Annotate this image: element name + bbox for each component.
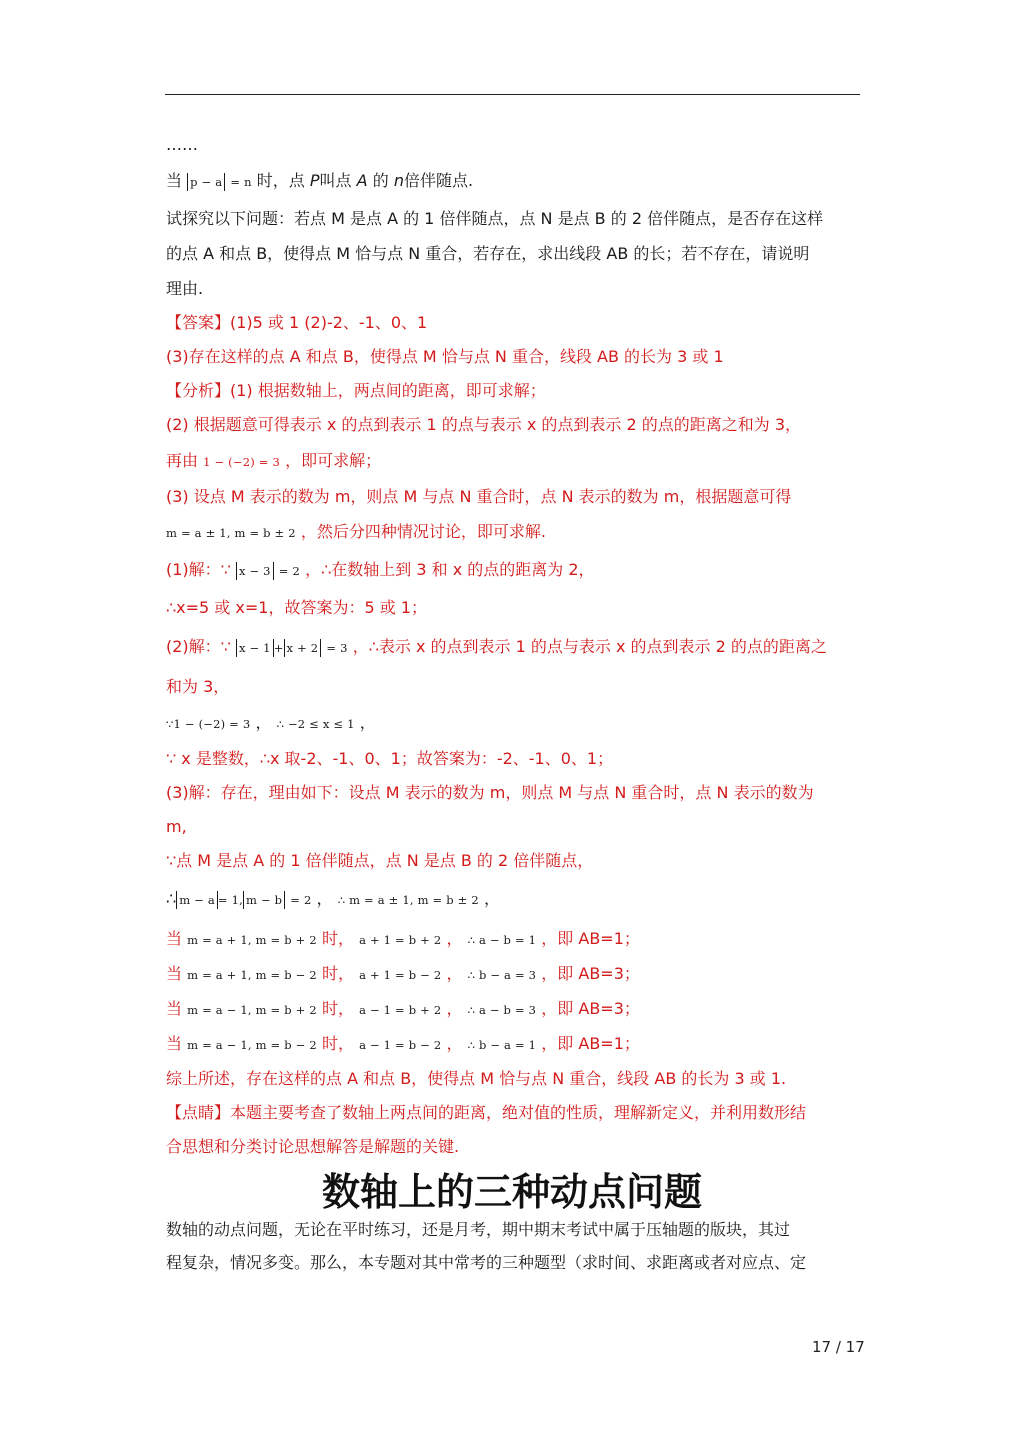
solution-2-cont: 和为 3， bbox=[166, 677, 230, 696]
math: a + 1 = b + 2 bbox=[359, 933, 442, 947]
text: ，然后分四种情况讨论，即可求解. bbox=[300, 522, 546, 541]
analysis-line-1: 【分析】(1) 根据数轴上，两点间的距离，即可求解； bbox=[166, 381, 546, 400]
answer-line-1: 【答案】(1)5 或 1 (2)-2、-1、0、1 bbox=[166, 313, 428, 332]
math: = n bbox=[230, 175, 252, 189]
var: n bbox=[393, 171, 404, 190]
abs-expression: p − a bbox=[187, 173, 225, 191]
math: ∴ a − b = 3 bbox=[467, 1003, 537, 1017]
text: 当 bbox=[166, 171, 183, 190]
math: + bbox=[273, 641, 284, 655]
text: 时， bbox=[321, 1034, 354, 1053]
math: ∴ −2 ≤ x ≤ 1 bbox=[276, 717, 355, 731]
math: = 3 bbox=[326, 641, 348, 655]
text: ， bbox=[446, 999, 463, 1018]
text: ，即 AB=1； bbox=[541, 1034, 640, 1053]
text: ，即可求解； bbox=[285, 451, 382, 470]
page-number: 17 / 17 bbox=[812, 1338, 865, 1356]
text: ，即 AB=3； bbox=[541, 999, 640, 1018]
ellipsis: …… bbox=[166, 135, 198, 154]
solution-2-range bbox=[166, 712, 860, 735]
question-line-2: 的点 A 和点 B，使得点 M 恰与点 N 重合，若存在，求出线段 AB 的长；若不存在，请说明 bbox=[166, 244, 810, 263]
solution-3-cont: m, bbox=[166, 817, 187, 836]
case-4 bbox=[166, 1033, 860, 1056]
text: ∴ bbox=[166, 889, 177, 908]
text: 当 bbox=[166, 929, 183, 948]
solution-3-premise: ∵点 M 是点 A 的 1 倍伴随点，点 N 是点 B 的 2 倍伴随点， bbox=[166, 851, 594, 870]
question-line-1: 试探究以下问题：若点 M 是点 A 的 1 倍伴随点，点 N 是点 B 的 2 倍伴随点，是否存在这样 bbox=[166, 209, 824, 228]
math: m = a − 1, m = b − 2 bbox=[187, 1038, 317, 1052]
definition-line bbox=[166, 170, 860, 193]
case-3 bbox=[166, 998, 860, 1021]
text: ， bbox=[359, 713, 376, 732]
abs-expression: x + 2 bbox=[284, 639, 322, 657]
text: (1)解：∵ bbox=[166, 560, 231, 579]
text: 当 bbox=[166, 964, 183, 983]
math: = 1, bbox=[217, 893, 243, 907]
solution-1 bbox=[166, 559, 860, 582]
question-line-3: 理由. bbox=[166, 279, 204, 298]
case-1 bbox=[166, 928, 860, 951]
text: 叫点 bbox=[319, 171, 352, 190]
text: ， bbox=[446, 964, 463, 983]
solution-2-result: ∵ x 是整数，∴x 取-2、-1、0、1；故答案为：-2、-1、0、1； bbox=[166, 749, 614, 768]
text: 时， bbox=[321, 929, 354, 948]
answer-line-2: (3)存在这样的点 A 和点 B，使得点 M 恰与点 N 重合，线段 AB 的长为 3 或 1 bbox=[166, 347, 724, 366]
math: = 2 bbox=[290, 893, 312, 907]
math: = 2 bbox=[278, 564, 301, 578]
analysis-line-3 bbox=[166, 450, 860, 473]
math: a + 1 = b − 2 bbox=[359, 968, 442, 982]
text: ， bbox=[446, 929, 463, 948]
summary: 综上所述，存在这样的点 A 和点 B，使得点 M 恰与点 N 重合，线段 AB 的长为 3 或 1. bbox=[166, 1069, 787, 1088]
math: m = a + 1, m = b + 2 bbox=[187, 933, 317, 947]
text: 时， bbox=[321, 964, 354, 983]
text: 当 bbox=[166, 1034, 183, 1053]
intro-line-2: 程复杂，情况多变。那么，本专题对其中常考的三种题型（求时间、求距离或者对应点、定 bbox=[166, 1253, 807, 1272]
text: (2)解：∵ bbox=[166, 637, 231, 656]
analysis-line-2: (2) 根据题意可得表示 x 的点到表示 1 的点与表示 x 的点到表示 2 的点的距离之和为 3， bbox=[166, 415, 802, 434]
intro-line-1: 数轴的动点问题，无论在平时练习，还是月考，期中期末考试中属于压轴题的版块，其过 bbox=[166, 1220, 791, 1239]
var: P bbox=[309, 171, 320, 190]
header-rule bbox=[165, 94, 860, 95]
text: ，∴在数轴上到 3 和 x 的点的距离为 2， bbox=[305, 560, 595, 579]
math: ∴ a − b = 1 bbox=[467, 933, 537, 947]
math: 1 − (−2) = 3 bbox=[203, 455, 280, 469]
section-title: 数轴上的三种动点问题 bbox=[321, 1170, 702, 1214]
solution-3-equations bbox=[166, 888, 860, 911]
solution-2 bbox=[166, 636, 860, 659]
text: ，∴表示 x 的点到表示 1 的点与表示 x 的点到表示 2 的点的距离之 bbox=[352, 637, 827, 656]
comment-line-2: 合思想和分类讨论思想解答是解题的关键. bbox=[166, 1137, 460, 1156]
solution-1-result: ∴x=5 或 x=1，故答案为：5 或 1； bbox=[166, 598, 427, 617]
solution-3: (3)解：存在，理由如下：设点 M 表示的数为 m，则点 M 与点 N 重合时，点 N 表示的数为 bbox=[166, 783, 814, 802]
math: ∴ m = a ± 1, m = b ± 2 bbox=[337, 893, 479, 907]
abs-expression: x − 3 bbox=[236, 562, 274, 580]
var: A bbox=[356, 171, 368, 190]
math: m = a ± 1, m = b ± 2 bbox=[166, 526, 296, 540]
math: ∴ b − a = 3 bbox=[467, 968, 537, 982]
math: ∴ b − a = 1 bbox=[467, 1038, 537, 1052]
case-2 bbox=[166, 963, 860, 986]
abs-expression: m − b bbox=[243, 891, 285, 909]
text: 时，点 bbox=[256, 171, 305, 190]
math: a − 1 = b + 2 bbox=[359, 1003, 442, 1017]
text: ， bbox=[255, 713, 272, 732]
text: 再由 bbox=[166, 451, 199, 470]
text: ，即 AB=3； bbox=[541, 964, 640, 983]
text: ， bbox=[483, 889, 500, 908]
text: 时， bbox=[321, 999, 354, 1018]
text: ， bbox=[316, 889, 333, 908]
math: a − 1 = b − 2 bbox=[359, 1038, 442, 1052]
math: ∵1 − (−2) = 3 bbox=[166, 717, 251, 731]
text: ， bbox=[446, 1034, 463, 1053]
math: m = a − 1, m = b + 2 bbox=[187, 1003, 317, 1017]
text: 倍伴随点. bbox=[403, 171, 474, 190]
comment-line-1: 【点睛】本题主要考查了数轴上两点间的距离，绝对值的性质，理解新定义，并利用数形结 bbox=[166, 1103, 807, 1122]
analysis-line-4: (3) 设点 M 表示的数为 m，则点 M 与点 N 重合时，点 N 表示的数为 m，根据题意可得 bbox=[166, 487, 792, 506]
text: ，即 AB=1； bbox=[541, 929, 640, 948]
text: 的 bbox=[372, 171, 389, 190]
abs-expression: m − a bbox=[176, 891, 218, 909]
analysis-line-5 bbox=[166, 521, 860, 544]
math: m = a + 1, m = b − 2 bbox=[187, 968, 317, 982]
abs-expression: x − 1 bbox=[236, 639, 274, 657]
text: 当 bbox=[166, 999, 183, 1018]
